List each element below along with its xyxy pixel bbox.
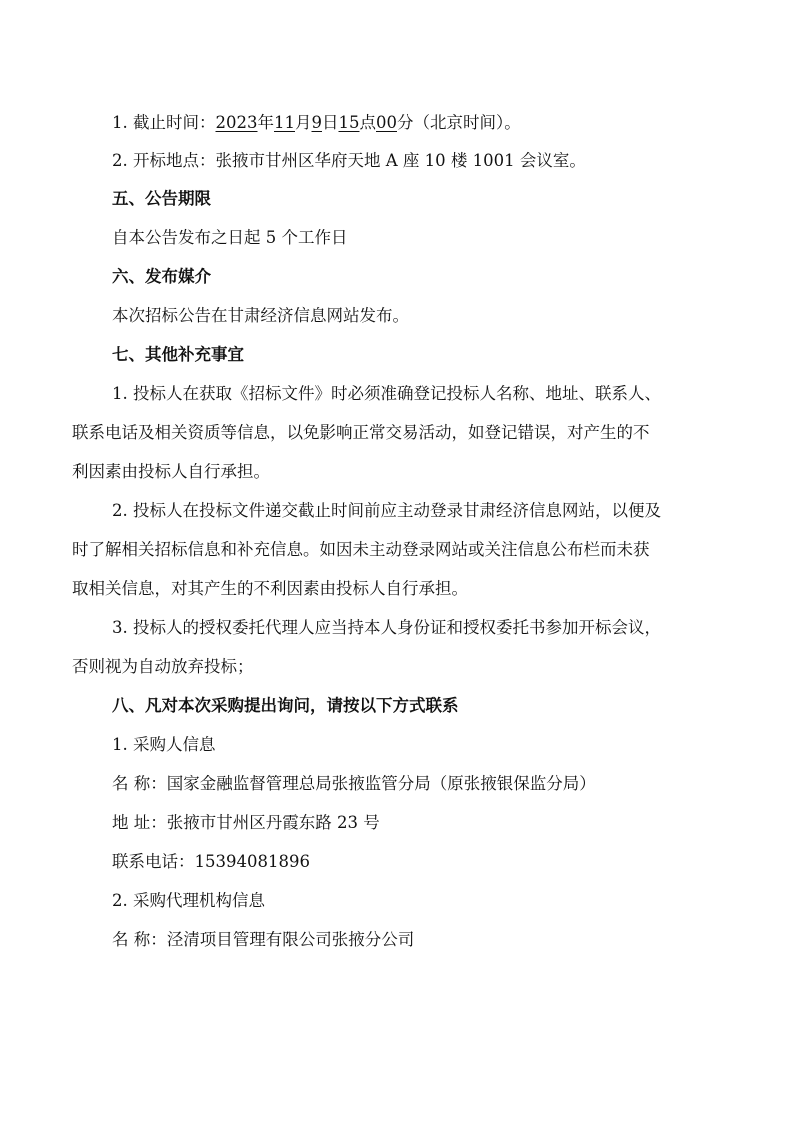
section7-item1-line2: 联系电话及相关资质等信息，以免影响正常交易活动，如登记错误，对产生的不 — [72, 423, 650, 442]
deadline-day: 9 — [311, 113, 322, 132]
deadline-month-unit: 月 — [295, 113, 312, 132]
opening-location: 2. 开标地点：张掖市甘州区华府天地 A 座 10 楼 1001 会议室。 — [112, 151, 586, 170]
section7-item1-line1: 1. 投标人在获取《招标文件》时必须准确登记投标人名称、地址、联系人、 — [112, 384, 661, 403]
deadline-minute-unit: 分（北京时间）。 — [397, 113, 521, 132]
deadline-line — [112, 113, 712, 133]
purchaser-title: 1. 采购人信息 — [112, 735, 216, 754]
deadline-year-unit: 年 — [257, 113, 274, 132]
deadline-hour-unit: 点 — [359, 113, 376, 132]
section7-heading: 七、其他补充事宜 — [112, 345, 244, 364]
deadline-hour: 15 — [338, 113, 360, 132]
purchaser-address: 地 址：张掖市甘州区丹霞东路 23 号 — [112, 813, 380, 832]
deadline-prefix: 1. 截止时间： — [112, 113, 216, 132]
section5-heading: 五、公告期限 — [112, 189, 211, 208]
section7-item1-line3: 利因素由投标人自行承担。 — [72, 462, 270, 481]
section8-heading: 八、凡对本次采购提出询问，请按以下方式联系 — [112, 696, 459, 715]
deadline-year: 2023 — [215, 113, 258, 132]
deadline-minute: 00 — [376, 113, 397, 132]
deadline-month: 11 — [274, 113, 295, 132]
section6-text: 本次招标公告在甘肃经济信息网站发布。 — [112, 306, 409, 325]
section7-item3-line1: 3. 投标人的授权委托代理人应当持本人身份证和授权委托书参加开标会议， — [112, 618, 661, 637]
deadline-day-unit: 日 — [322, 113, 339, 132]
section7-item2-line1: 2. 投标人在投标文件递交截止时间前应主动登录甘肃经济信息网站，以便及 — [112, 501, 661, 520]
section7-item2-line2: 时了解相关招标信息和补充信息。如因未主动登录网站或关注信息公布栏而未获 — [72, 540, 650, 559]
section7-item3-line2: 否则视为自动放弃投标； — [72, 657, 254, 676]
purchaser-name: 名 称：国家金融监督管理总局张掖监管分局（原张掖银保监分局） — [112, 774, 596, 793]
agency-title: 2. 采购代理机构信息 — [112, 891, 265, 910]
purchaser-phone: 联系电话：15394081896 — [112, 852, 310, 871]
section6-heading: 六、发布媒介 — [112, 267, 211, 286]
section7-item2-line3: 取相关信息，对其产生的不利因素由投标人自行承担。 — [72, 579, 468, 598]
agency-name: 名 称：泾清项目管理有限公司张掖分公司 — [112, 930, 415, 949]
section5-text: 自本公告发布之日起 5 个工作日 — [112, 228, 348, 247]
